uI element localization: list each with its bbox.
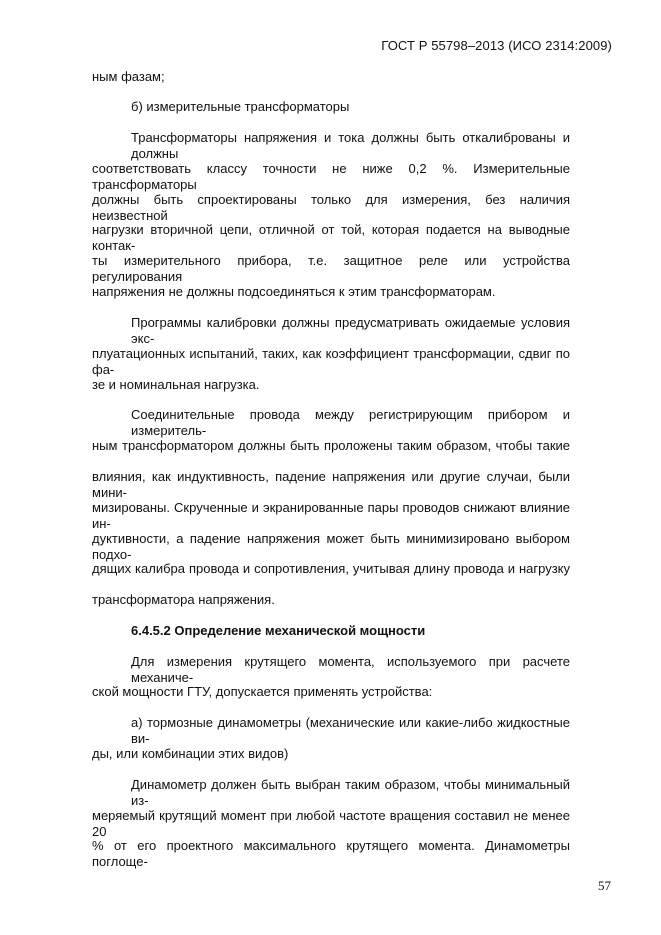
text-line: ным фазам; (92, 69, 165, 84)
document-header: ГОСТ Р 55798–2013 (ИСО 2314:2009) (381, 38, 612, 53)
text-line: дящих калибра провода и сопротивления, учитывая длину провода и нагрузку (92, 561, 570, 576)
text-line: влияния, как индуктивность, падение напряжения или другие случаи, были мини- (92, 469, 570, 500)
text-line: % от его проектного максимального крутящего момента. Динамометры поглоще- (92, 838, 570, 869)
text-line: трансформатора напряжения. (92, 592, 275, 607)
text-line: ды, или комбинации этих видов) (92, 746, 289, 761)
text-line: б) измерительные трансформаторы (131, 99, 350, 114)
text-line: Для измерения крутящего момента, используемого при расчете механиче- (131, 654, 570, 685)
text-line: ты измерительного прибора, т.е. защитное реле или устройства регулирования (92, 253, 570, 284)
text-line: напряжения не должны подсоединяться к этим трансформаторам. (92, 284, 496, 299)
text-line: нагрузки вторичной цепи, отличной от той, которая подается на выводные контак- (92, 222, 570, 253)
text-line: Трансформаторы напряжения и тока должны быть откалиброваны и должны (131, 130, 570, 161)
text-line: мизированы. Скрученные и экранированные пары проводов снижают влияние ин- (92, 500, 570, 531)
text-line: плуатационных испытаний, таких, как коэффициент трансформации, сдвиг по фа- (92, 346, 570, 377)
text-line: Динамометр должен быть выбран таким образом, чтобы минимальный из- (131, 777, 570, 808)
text-line: ской мощности ГТУ, допускается применять устройства: (92, 684, 433, 699)
text-line: Соединительные провода между регистрирующим прибором и измеритель- (131, 407, 570, 438)
text-line: дуктивности, а падение напряжения может быть минимизировано выбором подхо- (92, 531, 570, 562)
page-number: 57 (598, 878, 611, 893)
text-line: а) тормозные динамометры (механические или какие-либо жидкостные ви- (131, 715, 570, 746)
text-line: Программы калибровки должны предусматривать ожидаемые условия экс- (131, 315, 570, 346)
text-line: соответствовать классу точности не ниже 0,2 %. Измерительные трансформаторы (92, 161, 570, 192)
text-line: зе и номинальная нагрузка. (92, 377, 260, 392)
text-line: ным трансформатором должны быть проложены таким образом, чтобы такие (92, 438, 570, 453)
text-line: меряемый крутящий момент при любой частоте вращения составил не менее 20 (92, 808, 570, 839)
text-line: должны быть спроектированы только для измерения, без наличия неизвестной (92, 192, 570, 223)
section-heading: 6.4.5.2 Определение механической мощности (131, 623, 426, 638)
